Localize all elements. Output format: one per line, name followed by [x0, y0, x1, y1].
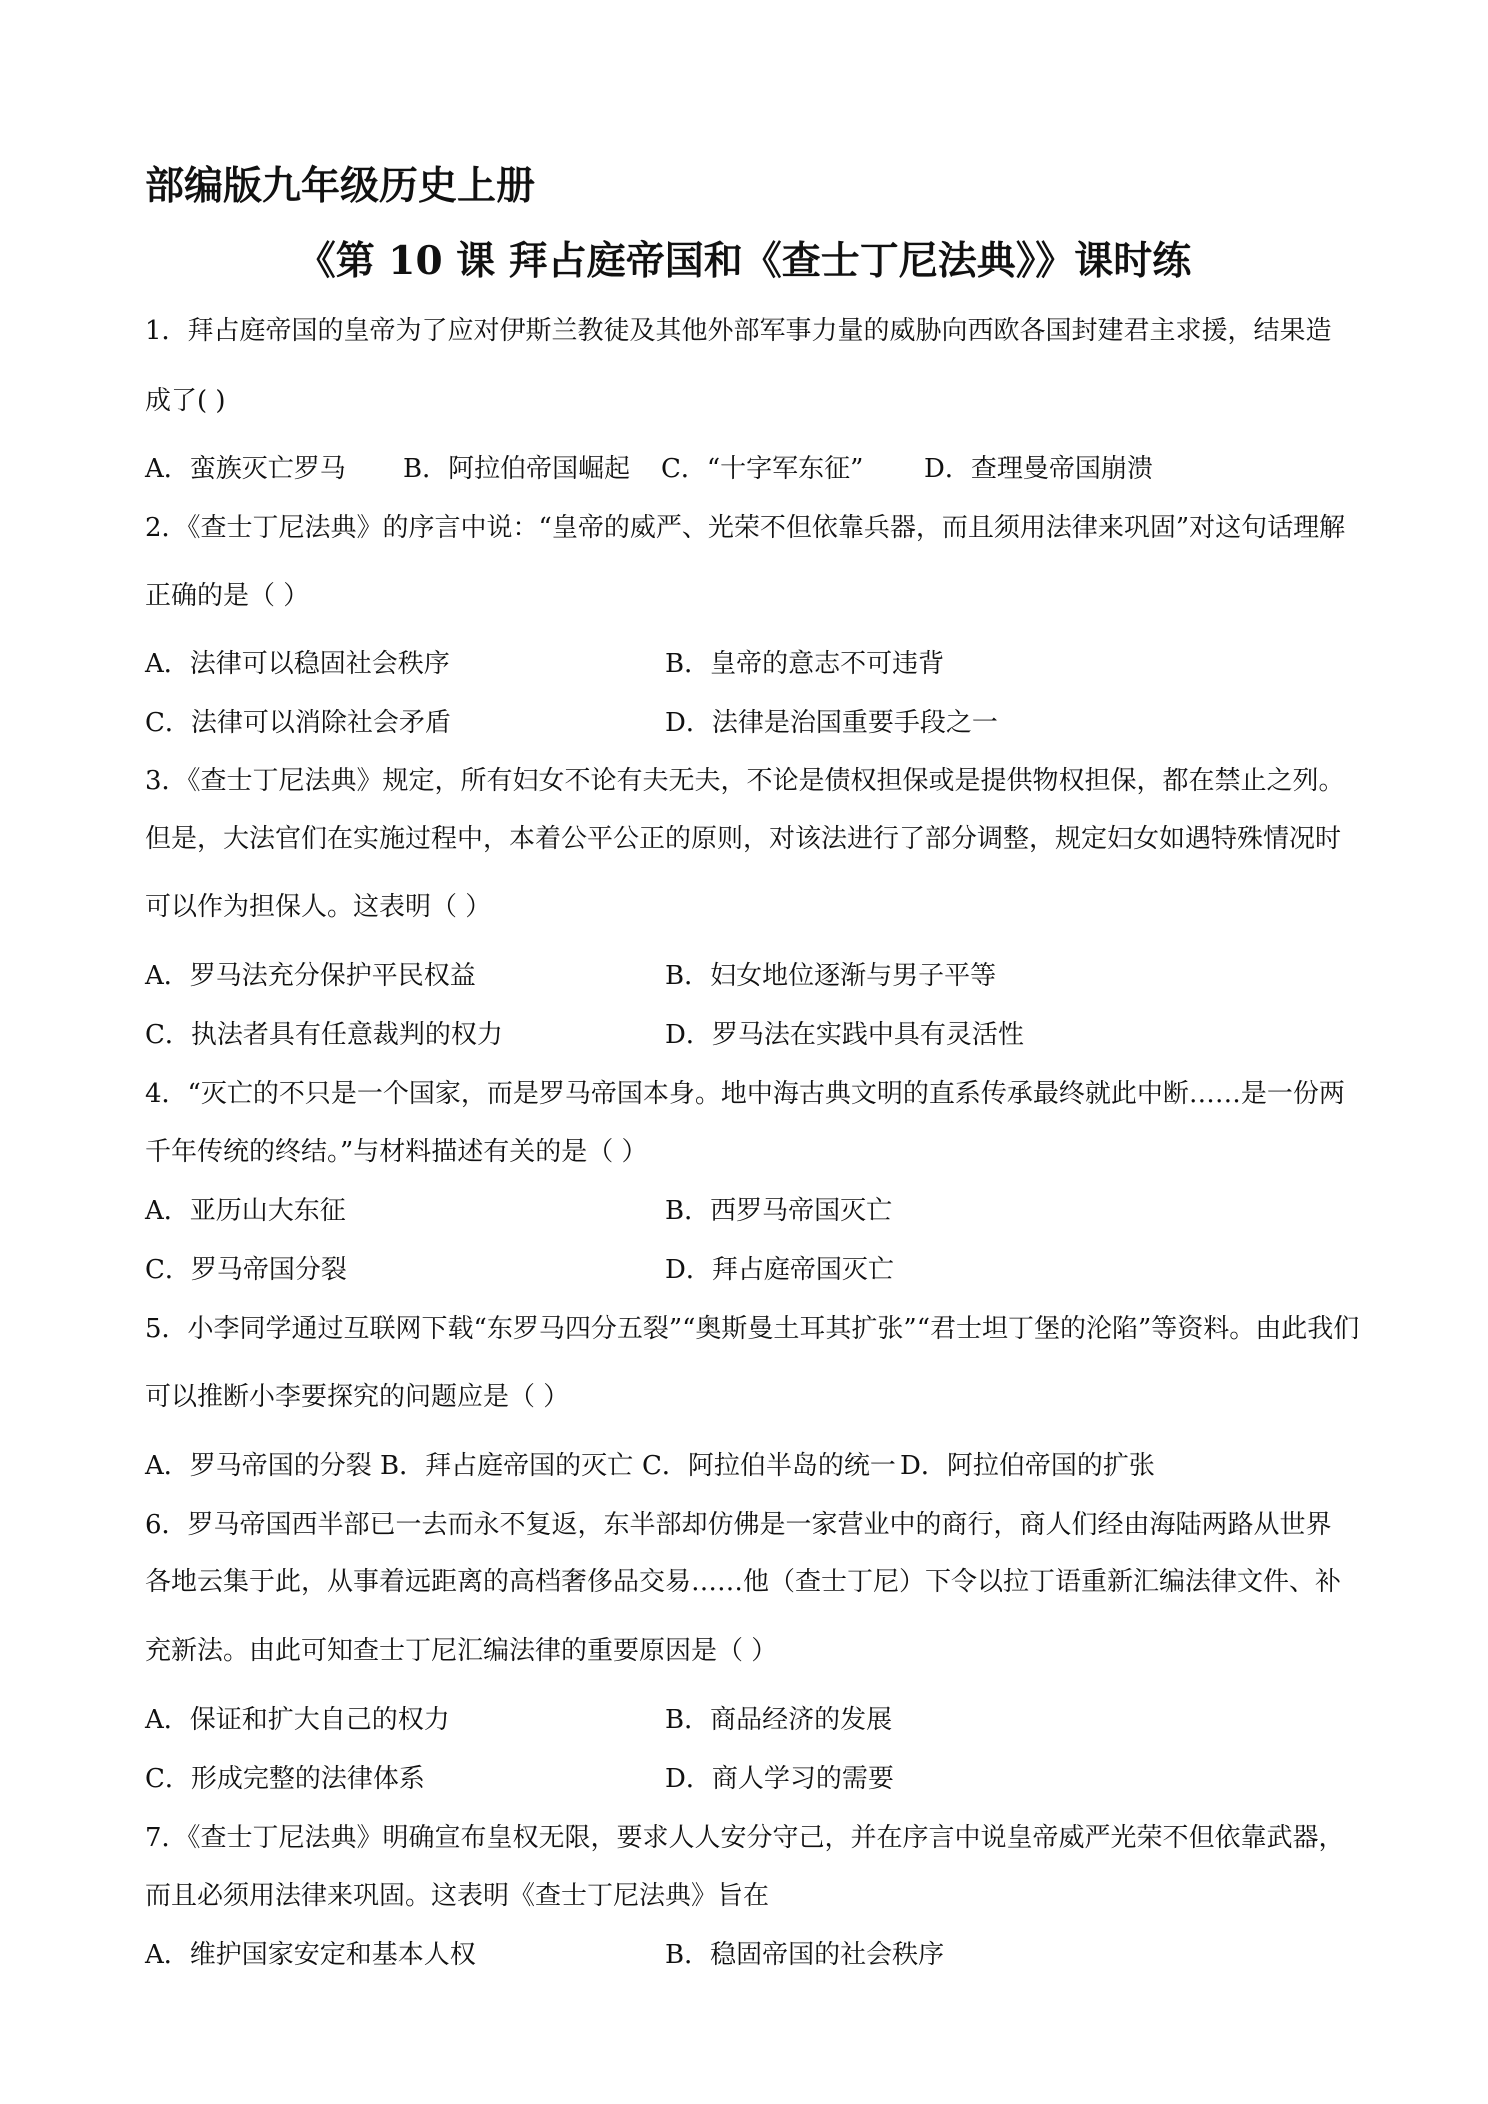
question-1-option-b: B．阿拉伯帝国崛起 — [403, 454, 631, 484]
question-3-line-3: 可以作为担保人。这表明（ ） — [145, 892, 492, 922]
question-5-option-a: A．罗马帝国的分裂 — [145, 1451, 372, 1481]
question-4-option-a: A．亚历山大东征 — [145, 1196, 346, 1226]
question-5-option-c: C．阿拉伯半岛的统一 — [642, 1451, 896, 1481]
question-3-option-c: C．执法者具有任意裁判的权力 — [145, 1020, 503, 1050]
question-5-line-1: 5．小李同学通过互联网下载“东罗马四分五裂”“奥斯曼土耳其扩张”“君士坦丁堡的沦陷”等资料。由此我们 — [145, 1314, 1360, 1344]
question-1-option-d: D．查理曼帝国崩溃 — [924, 454, 1153, 484]
question-6-option-c: C．形成完整的法律体系 — [145, 1764, 425, 1794]
question-2-option-a: A．法律可以稳固社会秩序 — [145, 649, 450, 679]
question-1-option-c: C．“十字军东征” — [661, 454, 864, 484]
question-7-line-1: 7．《查士丁尼法典》明确宣布皇权无限，要求人人安分守己，并在序言中说皇帝威严光荣不但依靠武器， — [145, 1823, 1345, 1853]
question-1-line-1: 1．拜占庭帝国的皇帝为了应对伊斯兰教徒及其他外部军事力量的威胁向西欧各国封建君主求援，结果造 — [145, 316, 1332, 346]
question-2-line-1: 2．《查士丁尼法典》的序言中说：“皇帝的威严、光荣不但依靠兵器，而且须用法律来巩固”对这句话理解 — [145, 513, 1346, 543]
question-6-line-1: 6．罗马帝国西半部已一去而永不复返，东半部却仿佛是一家营业中的商行，商人们经由海陆两路从世界 — [145, 1510, 1332, 1540]
question-5-option-d: D．阿拉伯帝国的扩张 — [900, 1451, 1155, 1481]
question-4-option-c: C．罗马帝国分裂 — [145, 1255, 347, 1285]
question-4-line-2: 千年传统的终结。”与材料描述有关的是（ ） — [145, 1137, 648, 1167]
series-title: 部编版九年级历史上册 — [145, 163, 536, 209]
question-6-line-3: 充新法。由此可知查士丁尼汇编法律的重要原因是（ ） — [145, 1636, 778, 1666]
question-2-option-d: D．法律是治国重要手段之一 — [665, 708, 998, 738]
question-6-option-d: D．商人学习的需要 — [665, 1764, 894, 1794]
question-7-option-a: A．维护国家安定和基本人权 — [145, 1940, 476, 1970]
question-1-option-a: A．蛮族灭亡罗马 — [145, 454, 346, 484]
question-1-line-2: 成了( ) — [145, 386, 226, 416]
question-6-option-a: A．保证和扩大自己的权力 — [145, 1705, 450, 1735]
question-4-option-d: D．拜占庭帝国灭亡 — [665, 1255, 894, 1285]
question-4-option-b: B．西罗马帝国灭亡 — [665, 1196, 893, 1226]
question-7-line-2: 而且必须用法律来巩固。这表明《查士丁尼法典》旨在 — [145, 1881, 770, 1911]
question-3-option-a: A．罗马法充分保护平民权益 — [145, 961, 476, 991]
question-3-option-b: B．妇女地位逐渐与男子平等 — [665, 961, 997, 991]
lesson-title: 《第 10 课 拜占庭帝国和《查士丁尼法典》》课时练 — [296, 238, 1192, 284]
question-2-line-2: 正确的是（ ） — [145, 581, 310, 611]
question-6-option-b: B．商品经济的发展 — [665, 1705, 893, 1735]
question-7-option-b: B．稳固帝国的社会秩序 — [665, 1940, 945, 1970]
question-2-option-b: B．皇帝的意志不可违背 — [665, 649, 945, 679]
question-6-line-2: 各地云集于此，从事着远距离的高档奢侈品交易……他（查士丁尼）下令以拉丁语重新汇编法律文件、补 — [145, 1567, 1342, 1597]
question-2-option-c: C．法律可以消除社会矛盾 — [145, 708, 451, 738]
question-3-option-d: D．罗马法在实践中具有灵活性 — [665, 1020, 1024, 1050]
question-5-line-2: 可以推断小李要探究的问题应是（ ） — [145, 1382, 570, 1412]
question-3-line-2: 但是，大法官们在实施过程中，本着公平公正的原则，对该法进行了部分调整，规定妇女如遇特殊情况时 — [145, 824, 1342, 854]
question-4-line-1: 4．“灭亡的不只是一个国家，而是罗马帝国本身。地中海古典文明的直系传承最终就此中断……是一份两 — [145, 1079, 1345, 1109]
question-5-option-b: B．拜占庭帝国的灭亡 — [380, 1451, 634, 1481]
question-3-line-1: 3．《查士丁尼法典》规定，所有妇女不论有夫无夫，不论是债权担保或是提供物权担保，都在禁止之列。 — [145, 766, 1345, 796]
